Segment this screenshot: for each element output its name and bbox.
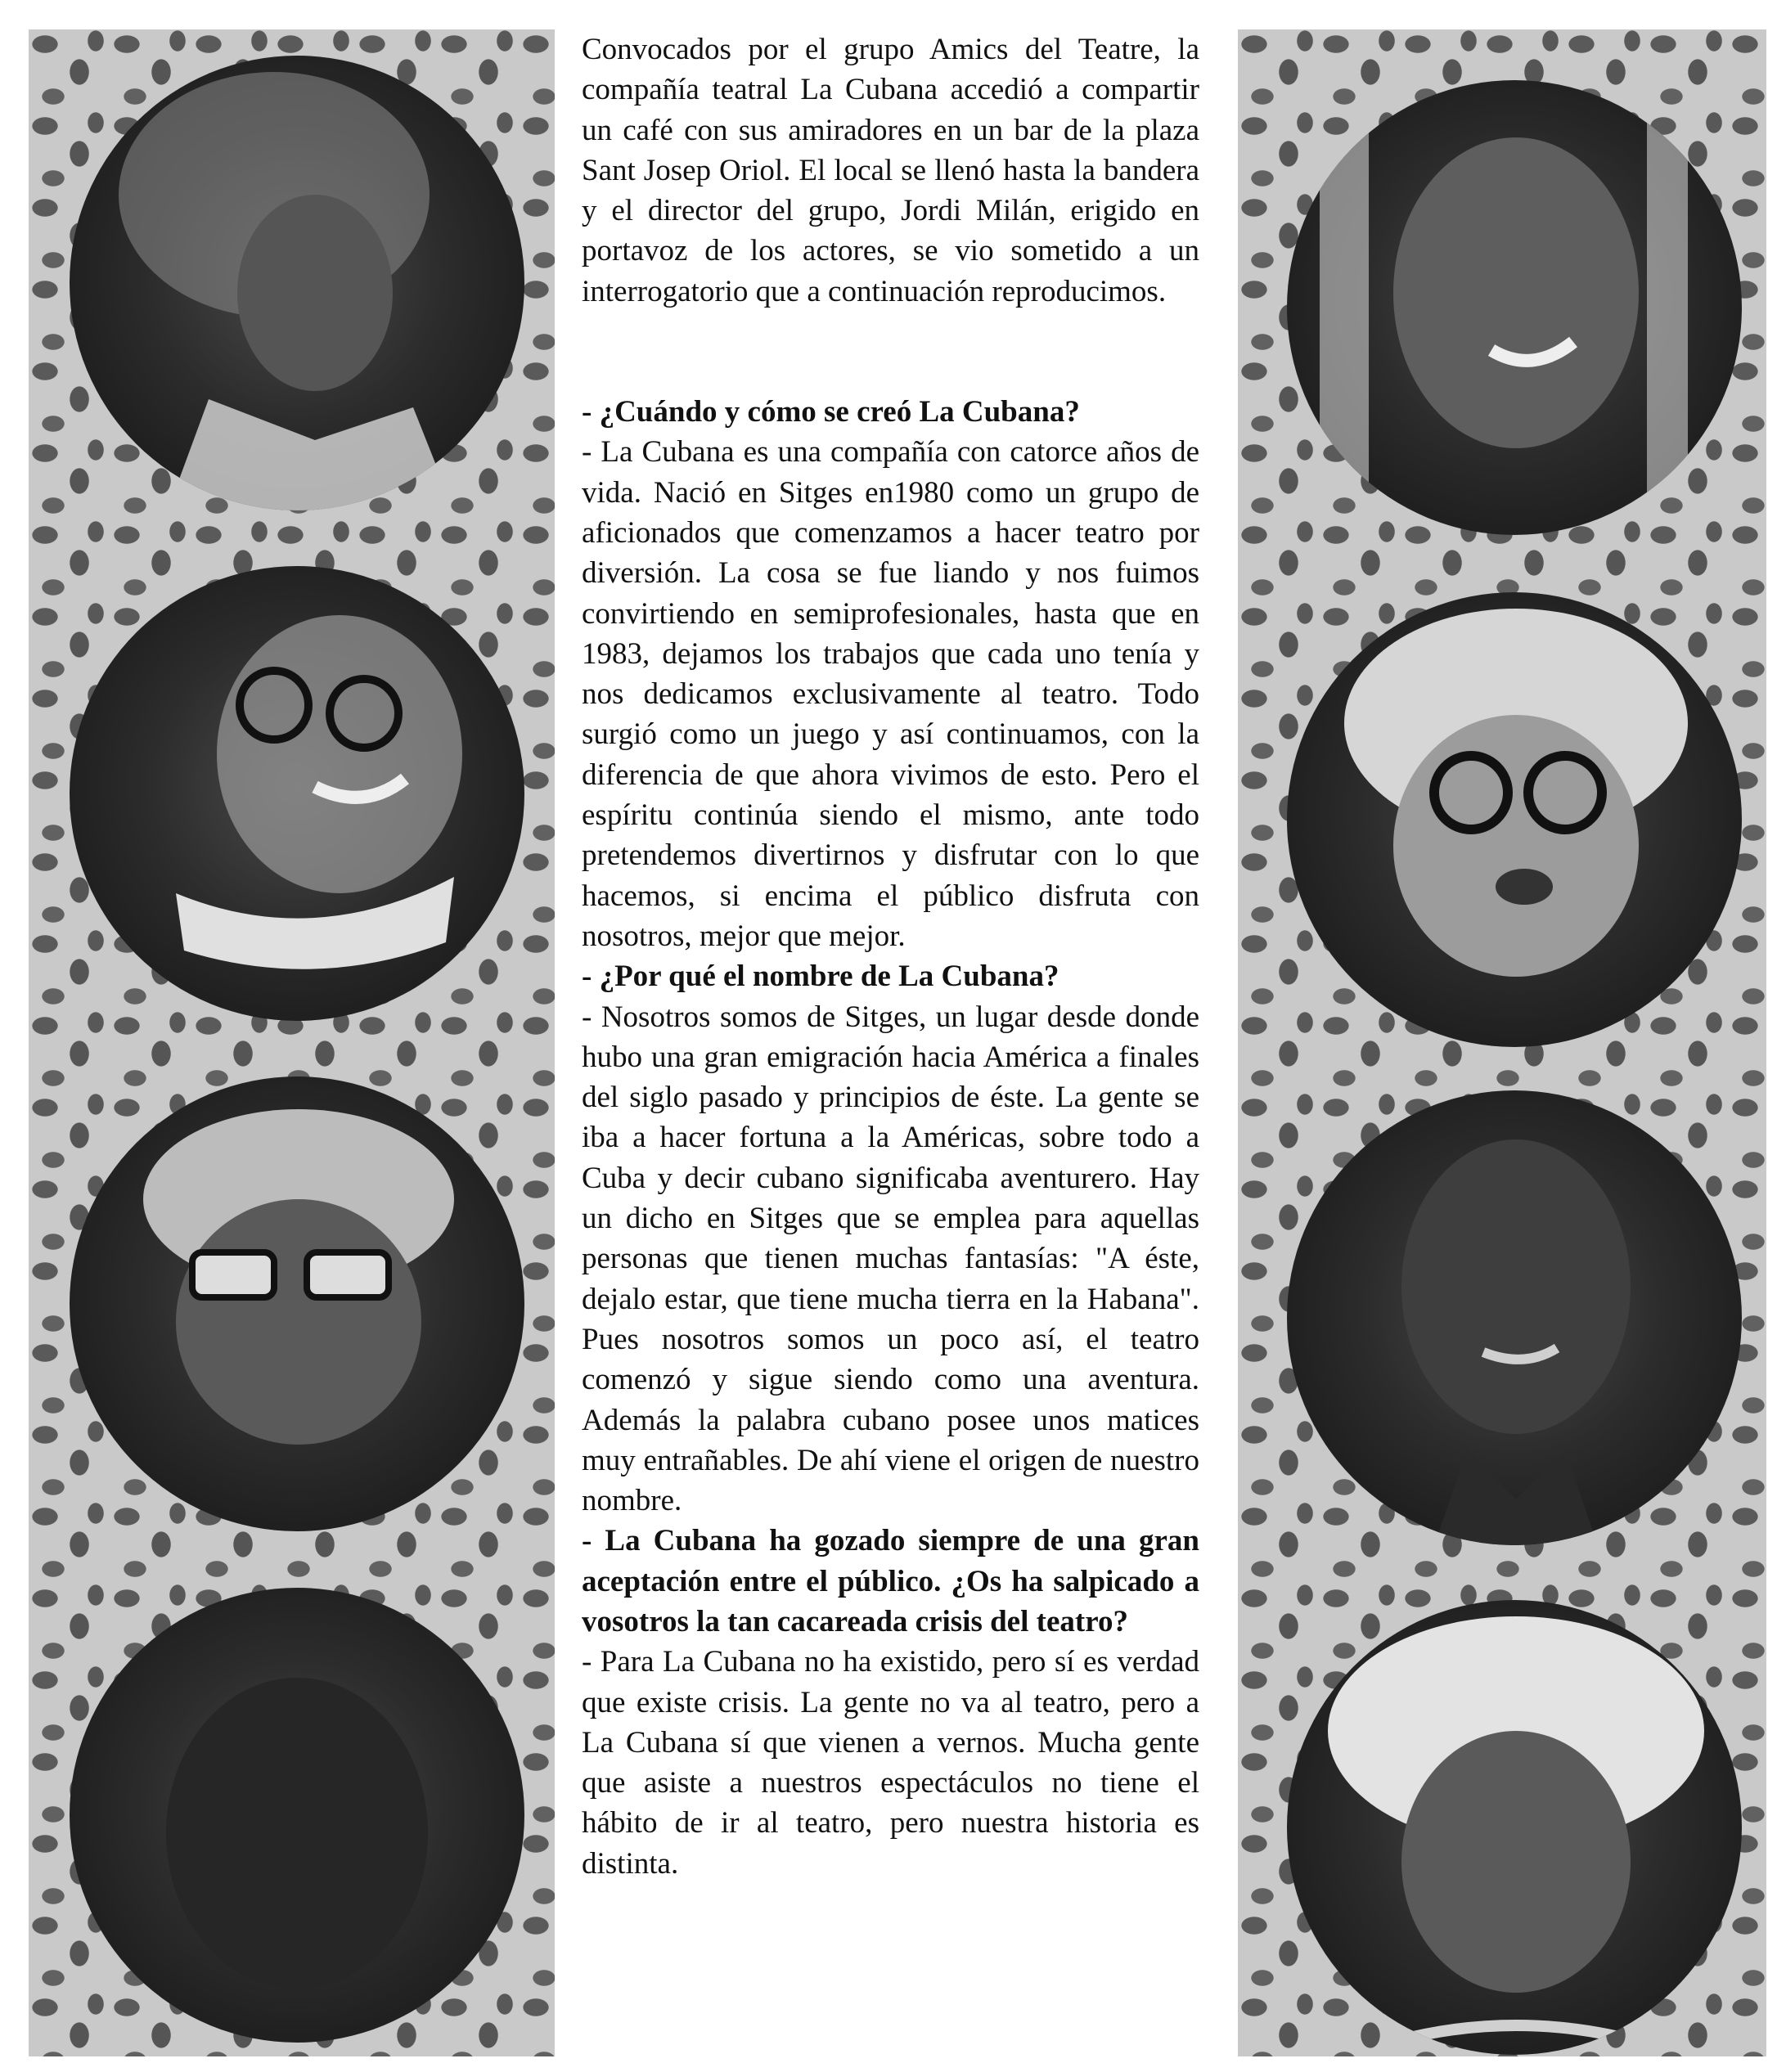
portrait-person-icon <box>1287 1600 1742 2055</box>
portrait-person-icon <box>70 1076 524 1531</box>
portrait-photo <box>70 1588 524 2043</box>
portrait-photo <box>1287 1090 1742 1545</box>
left-photo-strip <box>29 29 555 2056</box>
portrait-person-icon <box>70 1588 524 2043</box>
portrait-person-icon <box>1287 1090 1742 1545</box>
question-1: - ¿Cuándo y cómo se creó La Cubana? <box>582 395 1080 429</box>
answer-3: - Para La Cubana no ha existido, pero sí es verdad que existe crisis. La gente no va al teatro, pero a La Cubana sí que vienen a vernos. Mucha gente que asiste a nuestros espectáculos no tiene el hábito de ir al teatro, pero nuestra historia es distinta. <box>582 1645 1199 1881</box>
portrait-person-icon <box>70 566 524 1021</box>
answer-2: - Nosotros somos de Sitges, un lugar desde donde hubo una gran emigración hacia América a finales del siglo pasado y principios de éste. La gente se iba a hacer fortuna a la Américas, sobre todo a Cuba y decir cubano significaba aventurero. Hay un dicho en Sitges que se emplea para aquellas personas que tienen muchas fantasías: "A éste, dejalo estar, que tiene mucha tierra en la Habana". Pues nosotros somos un poco así, el teatro comenzó y sigue siendo como una aventura. Además la palabra cubano posee unos matices muy entrañables. De ahí viene el origen de nuestro nombre. <box>582 1000 1199 1518</box>
portrait-photo <box>70 566 524 1021</box>
portrait-photo <box>70 56 524 510</box>
article-text-column <box>582 29 1199 1884</box>
portrait-photo <box>70 1076 524 1531</box>
portrait-person-icon <box>1287 80 1742 535</box>
article-intro: Convocados por el grupo Amics del Teatre, la compañía teatral La Cubana accedió a compartir un café con sus amiradores en un bar de la plaza Sant Josep Oriol. El local se llenó hasta la bandera y el director del grupo, Jordi Milán, erigido en portavoz de los actores, se vio sometido a un interrogatorio que a continuación reproducimos. <box>582 33 1199 308</box>
right-photo-strip <box>1238 29 1766 2056</box>
portrait-person-icon <box>70 56 524 510</box>
portrait-person-icon <box>1287 592 1742 1047</box>
answer-1: - La Cubana es una compañía con catorce años de vida. Nació en Sitges en1980 como un grupo de aficionados que comenzamos a hacer teatro por diversión. La cosa se fue liando y nos fuimos convirtiendo en semiprofesionales, hasta que en 1983, dejamos los trabajos que cada uno tenía y nos dedicamos exclusivamente al teatro. Todo surgió como un juego y así continuamos, con la diferencia de que ahora vivimos de esto. Pero el espíritu continúa siendo el mismo, ante todo pretendemos divertirnos y disfrutar con lo que hacemos, si encima el público disfruta con nosotros, mejor que mejor. <box>582 435 1199 953</box>
portrait-photo <box>1287 80 1742 535</box>
question-3: - La Cubana ha gozado siempre de una gran aceptación entre el público. ¿Os ha salpicado a vosotros la tan cacareada crisis del teatro? <box>582 1524 1199 1638</box>
question-2: - ¿Por qué el nombre de La Cubana? <box>582 960 1059 994</box>
portrait-photo <box>1287 592 1742 1047</box>
portrait-photo <box>1287 1600 1742 2055</box>
